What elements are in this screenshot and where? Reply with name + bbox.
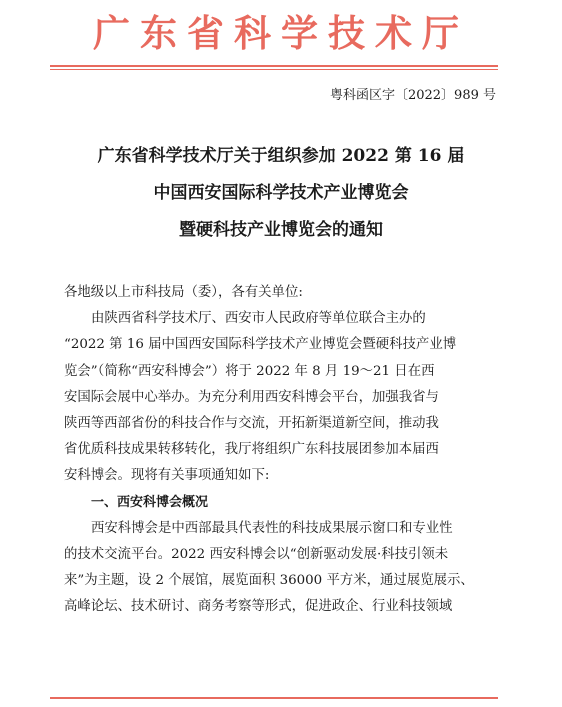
paragraph-line: 西安科博会是中西部最具代表性的科技成果展示窗口和专业性 [91,520,453,536]
document-title-line-1: 广东省科学技术厅关于组织参加 2022 第 16 届 [97,146,465,166]
paragraph-line: 陕西等西部省份的科技合作与交流，开拓新渠道新空间，推动我 [64,415,439,431]
paragraph-line: “2022 第 16 届中国西安国际科学技术产业博览会暨硬科技产业博 [64,337,457,353]
bottom-rule [50,697,498,699]
document-title-line-2: 中国西安国际科学技术产业博览会 [153,183,409,203]
salutation: 各地级以上市科技局（委），各有关单位: [64,285,303,300]
letterhead-rule-thin [50,69,498,70]
letterhead-rule [50,65,498,67]
paragraph-line: 的技术交流平台。2022 西安科博会以“创新驱动发展·科技引领未 [64,546,449,562]
document-title-line-3: 暨硬科技产业博览会的通知 [179,220,383,240]
letterhead-title: 广东省科学技术厅 [93,11,469,55]
paragraph-line: 来”为主题，设 2 个展馆，展览面积 36000 平方米，通过展览展示、 [64,573,474,589]
document-body [64,280,496,620]
paragraph-line: 安科博会。现将有关事项通知如下: [64,468,270,484]
paragraph-line: 安国际会展中心举办。为充分利用西安科博会平台，加强我省与 [64,389,439,405]
paragraph-line: 由陕西省科学技术厅、西安市人民政府等单位联合主办的 [91,311,426,327]
paragraph-line: 省优质科技成果转移转化，我厅将组织广东科技展团参加本届西 [64,442,439,458]
section-heading: 一、西安科博会概况 [91,494,209,510]
paragraph-line: 高峰论坛、技术研讨、商务考察等形式，促进政企、行业科技领域 [64,599,453,615]
document-number: 粤科函区字〔2022〕989 号 [329,88,496,103]
paragraph-line: 览会”（简称“西安科博会”）将于 2022 年 8 月 19～21 日在西 [64,363,435,379]
